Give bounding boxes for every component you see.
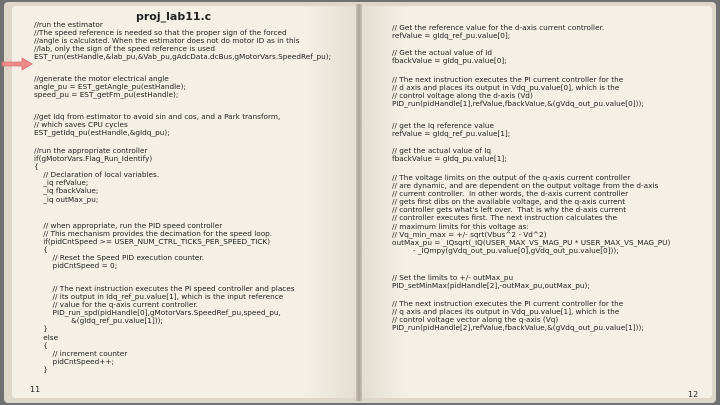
code-line: // This mechanism provides the decimation for the speed loop. <box>34 229 273 239</box>
code-line: _iq fbackValue; <box>34 186 99 196</box>
right-page-number: 12 <box>688 390 699 399</box>
arrow-right-icon <box>0 56 34 72</box>
code-line: // control voltage along the d-axis (Vd) <box>392 91 533 101</box>
code-line: //run the estimator <box>34 20 103 29</box>
code-line: else <box>34 332 59 342</box>
code-line: // get the actual value of Iq <box>392 146 492 155</box>
code-block-voltage-limits <box>392 174 670 255</box>
code-line: // The next instruction executes the PI speed controller and places <box>34 284 295 293</box>
code-line: // The next instruction executes the PI current controller for the <box>392 75 624 84</box>
left-page-number: 11 <box>30 385 41 394</box>
code-line: - _IQmpy(gVdq_out_pu.value[0],gVdq_out_pu.value[0])); <box>392 245 619 255</box>
code-line: // gets first dibs on the available voltage, and the q-axis current <box>392 197 626 207</box>
code-line: //run the appropriate controller <box>34 146 148 155</box>
code-line: { <box>34 340 48 350</box>
code-line: // The next instruction executes the PI current controller for the <box>392 299 624 308</box>
code-line: fbackValue = gIdq_pu.value[0]; <box>392 56 507 66</box>
code-line: // current controller. In other words, the d-axis current controller <box>392 189 629 199</box>
code-block-speed-pid <box>34 222 272 271</box>
code-block-q-pid <box>392 300 644 332</box>
code-line: PID_run(pidHandle[2],refValue,fbackValue,&(gVdq_out_pu.value[1])); <box>392 323 644 333</box>
code-line: fbackValue = gIdq_pu.value[1]; <box>392 154 507 164</box>
code-line: refValue = gIdq_ref_pu.value[0]; <box>392 31 511 41</box>
code-line: if(gMotorVars.Flag_Run_Identify) <box>34 154 153 164</box>
code-line: EST_run(estHandle,&lab_pu,&Vab_pu,gAdcData.dcBus,gMotorVars.SpeedRef_pu); <box>34 52 332 62</box>
code-line: _iq refValue; <box>34 178 89 188</box>
code-line: // control voltage vector along the q-axis (Vq) <box>392 315 559 325</box>
code-line: } <box>34 364 48 374</box>
code-line: // Get the actual value of Id <box>392 48 493 57</box>
code-block-set-limits <box>392 274 590 290</box>
code-line: // get the Iq reference value <box>392 121 495 130</box>
code-line: // maximum limits for this voltage as: <box>392 221 529 231</box>
code-line: PID_setMinMax(pidHandle[2],-outMax_pu,outMax_pu); <box>392 281 590 291</box>
code-line: //The speed reference is needed so that the proper sign of the forced <box>34 28 287 38</box>
code-line: // increment counter <box>34 348 128 358</box>
code-line: // value for the q-axis current controller. <box>34 300 198 310</box>
code-line: &(gIdq_ref_pu.value[1])); <box>34 316 163 326</box>
code-block-d-fback <box>392 49 507 65</box>
code-line: // d axis and places its output in Vdq_pu.value[0], which is the <box>392 83 620 93</box>
code-line: pidCntSpeed = 0; <box>34 261 118 271</box>
code-block-q-ref <box>392 122 510 138</box>
code-line: } <box>34 324 48 334</box>
code-line: // which saves CPU cycles <box>34 120 128 130</box>
page-title: proj_lab11.c <box>136 10 212 23</box>
code-line: //get Idq from estimator to avoid sin and cos, and a Park transform, <box>34 112 281 121</box>
code-block-get-idq <box>34 113 280 137</box>
code-line: PID_run(pidHandle[1],refValue,fbackValue,&(gVdq_out_pu.value[0])); <box>392 99 644 109</box>
code-line: refValue = gIdq_ref_pu.value[1]; <box>392 129 511 139</box>
code-line: //angle is calculated. When the estimator does not do motor ID as in this <box>34 36 300 46</box>
code-line: // Get the reference value for the d-axis current controller. <box>392 23 605 32</box>
code-block-run-spd <box>34 285 295 374</box>
code-block-d-pid <box>392 76 644 108</box>
code-line: // Reset the Speed PID execution counter. <box>34 253 205 263</box>
code-line: speed_pu = EST_getFm_pu(estHandle); <box>34 90 179 100</box>
code-line: // The voltage limits on the output of the q-axis current controller <box>392 173 631 182</box>
code-line: if(pidCntSpeed >= USER_NUM_CTRL_TICKS_PER_SPEED_TICK) <box>34 237 271 247</box>
code-block-d-ref <box>392 24 604 40</box>
code-line: // are dynamic, and are dependent on the output voltage from the d-axis <box>392 181 659 191</box>
code-line: // controller executes first. The next instruction calculates the <box>392 213 618 223</box>
code-line: _iq outMax_pu; <box>34 194 99 204</box>
code-line: // when appropriate, run the PID speed controller <box>34 221 223 230</box>
code-line: pidCntSpeed++; <box>34 356 114 366</box>
code-line: //lab, only the sign of the speed reference is used <box>34 44 216 54</box>
code-line: // its output in Idq_ref_pu.value[1], which is the input reference <box>34 292 284 302</box>
code-block-q-fback <box>392 147 507 163</box>
code-block-controller <box>34 147 159 204</box>
code-line: EST_getIdq_pu(estHandle,&gIdq_pu); <box>34 128 170 138</box>
code-line: // Declaration of local variables. <box>34 170 160 180</box>
code-line: // q axis and places its output in Vdq_pu.value[1], which is the <box>392 307 620 317</box>
code-line: outMax_pu = _IQsqrt(_IQ(USER_MAX_VS_MAG_PU * USER_MAX_VS_MAG_PU) <box>392 237 671 247</box>
code-line: // controller gets what's left over. That is why the d-axis current <box>392 205 627 215</box>
code-block-run-estimator <box>34 21 331 61</box>
code-line: PID_run_spd(pidHandle[0],gMotorVars.SpeedRef_pu,speed_pu, <box>34 308 281 318</box>
code-line: { <box>34 162 39 172</box>
code-line: angle_pu = EST_getAngle_pu(estHandle); <box>34 82 186 92</box>
code-line: // Set the limits to +/- outMax_pu <box>392 273 514 282</box>
code-line: { <box>34 245 48 255</box>
code-line: // Vq_min_max = +/- sqrt(Vbus^2 - Vd^2) <box>392 229 547 239</box>
code-block-motor-angle <box>34 75 186 99</box>
code-line: //generate the motor electrical angle <box>34 74 169 83</box>
